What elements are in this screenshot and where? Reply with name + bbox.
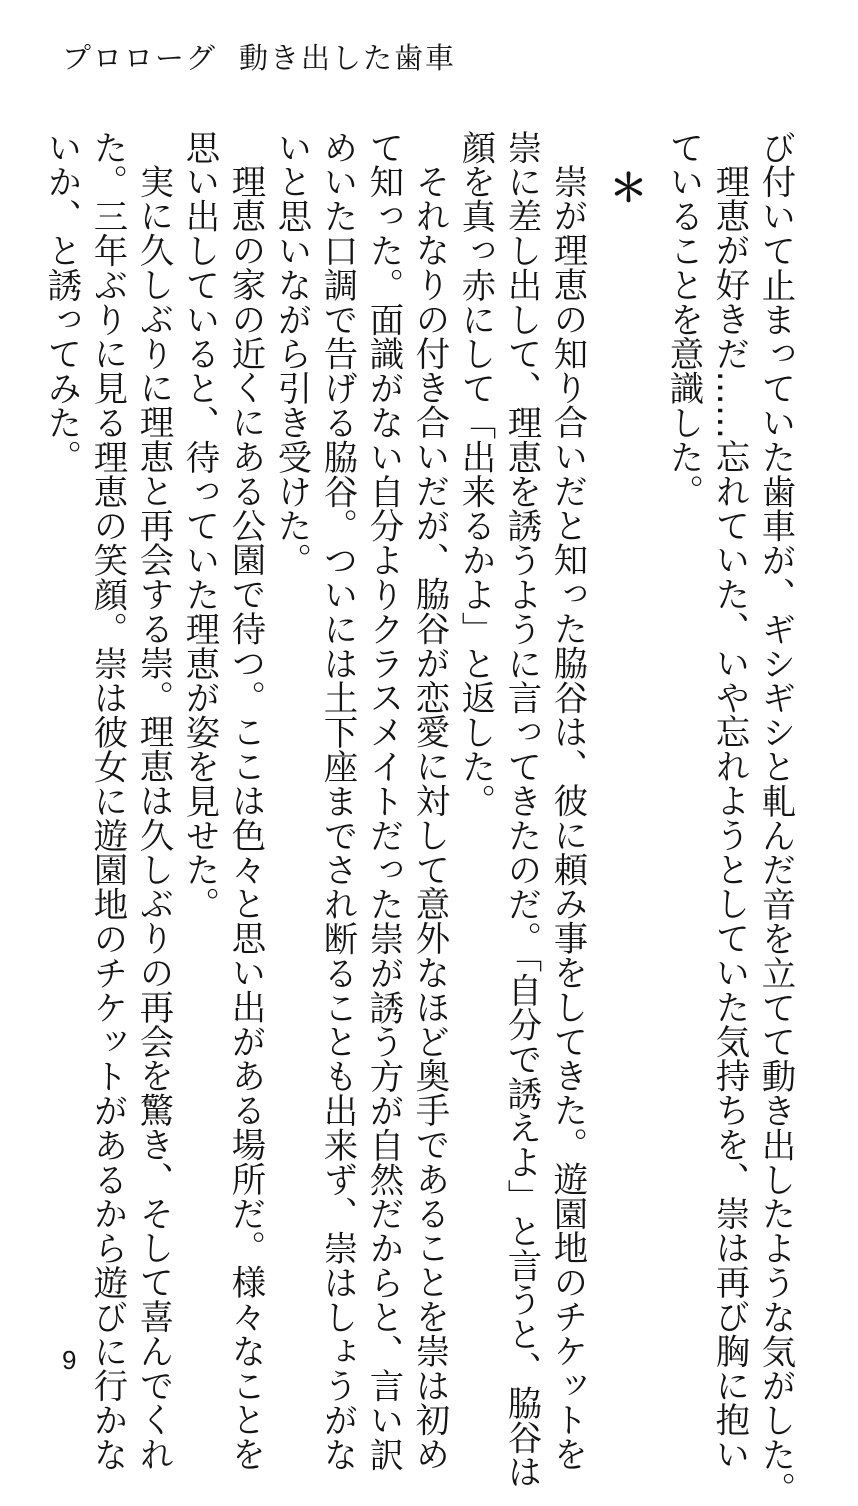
text-line: それなりの付き合いだが、脇谷が恋愛に対して意外なほど奥手であることを崇は初め	[409, 164, 449, 1472]
text-line: て知った。面識がない自分よりクラスメイトだった崇が誘う方が自然だからと、言い訳	[363, 130, 403, 1472]
text-line: ていることを意識した。	[663, 130, 703, 509]
chapter-title: 動き出した歯車	[239, 41, 457, 75]
text-line: び付いて止まっていた歯車が、ギシギシと軋んだ音を立てて動き出したような気がした。	[755, 130, 795, 1506]
body-text	[41, 130, 798, 1506]
text-line: いか、と誘ってみた。	[41, 130, 81, 474]
text-line: 思い出していると、待っていた理恵が姿を見せた。	[179, 130, 219, 922]
text-line: いと思いながら引き受けた。	[271, 130, 311, 578]
text-line: 理恵の家の近くにある公園で待つ。ここは色々と思い出がある場所だ。様々なことを	[225, 164, 265, 1472]
text-line: 顔を真っ赤にして「出来るかよ」と返した。	[455, 130, 495, 818]
text-line: 崇に差し出して、理恵を誘うように言ってきたのだ。「自分で誘えよ」と言うと、脇谷は	[501, 130, 541, 1489]
text-line: 崇が理恵の知り合いだと知った脇谷は、彼に頼み事をしてきた。遊園地のチケットを	[547, 164, 587, 1472]
text-line: 実に久しぶりに理恵と再会する崇。理恵は久しぶりの再会を驚き、そして喜んでくれ	[133, 164, 173, 1472]
text-line: めいた口調で告げる脇谷。ついには土下座までされ断ることも出来ず、崇はしょうがな	[317, 130, 357, 1472]
text-line: た。三年ぶりに見る理恵の笑顔。崇は彼女に遊園地のチケットがあるから遊びに行かな	[87, 130, 127, 1472]
text-line: 理恵が好きだ……忘れていた、いや忘れようとしていた気持ちを、崇は再び胸に抱い	[709, 164, 749, 1472]
section-separator: ＊	[603, 168, 647, 206]
running-header	[62, 36, 456, 77]
chapter-label: プロローグ	[62, 41, 218, 75]
page-number: 9	[62, 1345, 77, 1375]
